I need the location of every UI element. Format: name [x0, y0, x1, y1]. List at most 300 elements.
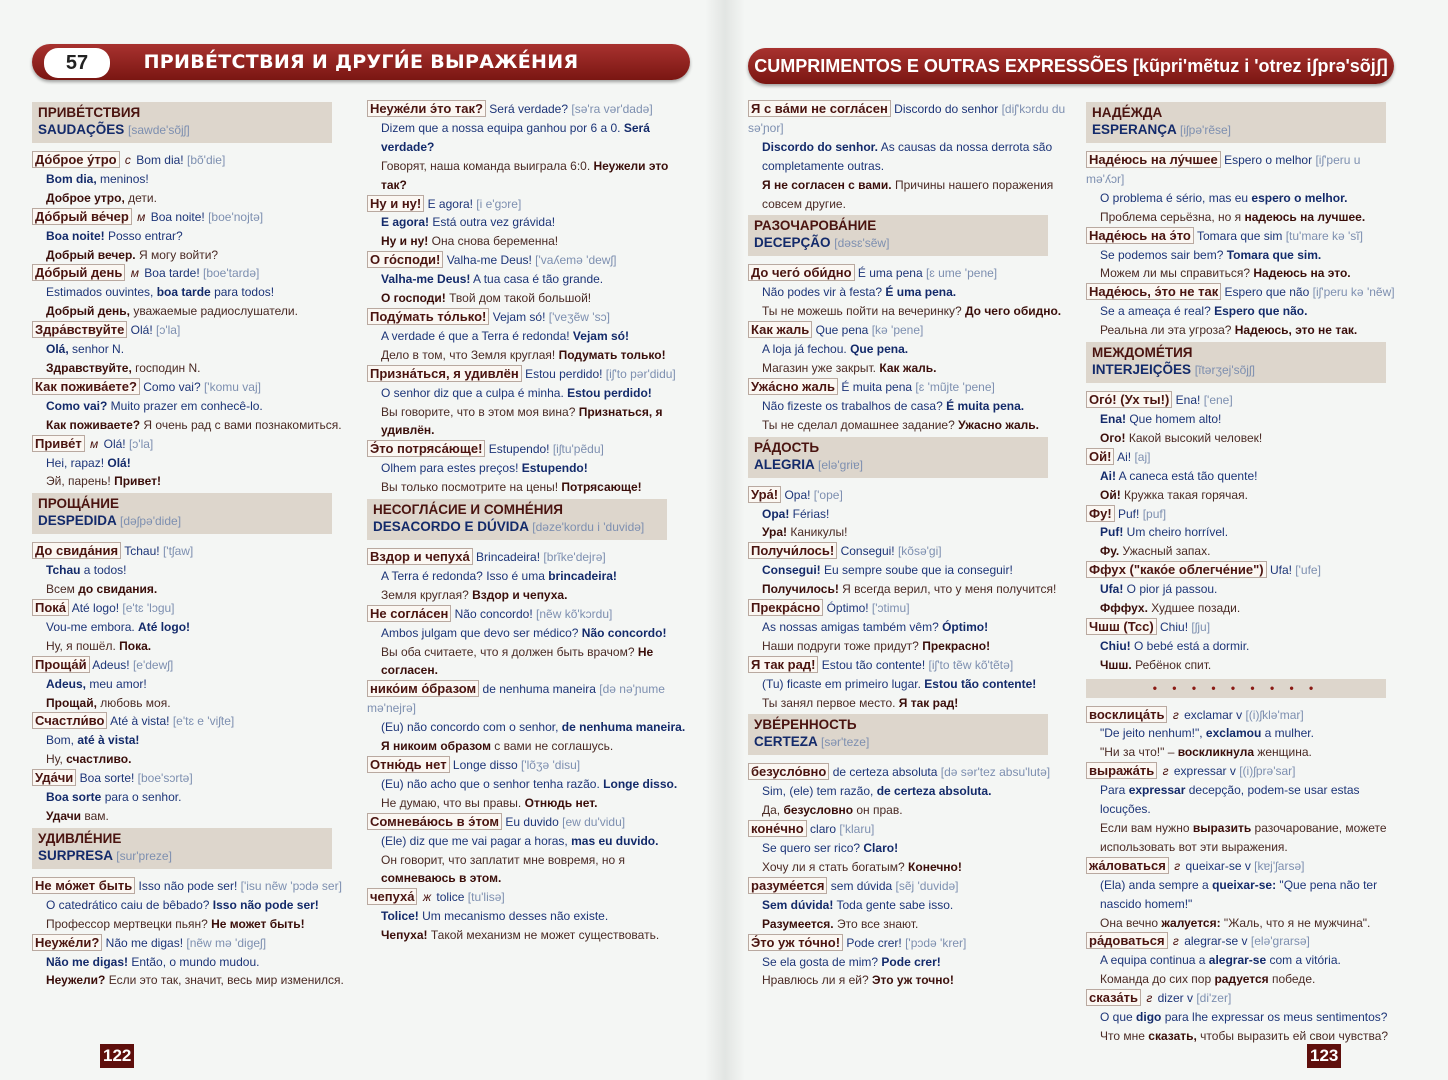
bold-phrase: Конечно! [908, 860, 962, 874]
bold-phrase: Será verdade? [381, 120, 650, 154]
example-ru: Ура! Каникулы! [762, 525, 848, 540]
bold-phrase: Ну и ну! [381, 234, 429, 249]
transcription: [puf] [1142, 506, 1167, 521]
transcription: ['tʃaw] [162, 544, 194, 559]
bold-phrase: Puf! [1100, 525, 1124, 540]
example-ru: Эй, парень! Привет! [46, 474, 162, 489]
example-ru: Ого! Какой высокий человек! [1100, 430, 1263, 445]
headword: Поду́мать то́лько! [367, 308, 489, 325]
example-ru: Нравлюсь ли я ей? Это уж точно! [762, 973, 954, 988]
dictionary-entry [1086, 618, 1402, 637]
translation: Vejam só! [492, 309, 549, 324]
bold-phrase: E agora! [381, 215, 430, 230]
translation: dizer v [1157, 991, 1197, 1006]
translation: tolice [436, 890, 468, 905]
headword: Ура́! [748, 486, 781, 503]
bold-phrase: Estupendo! [521, 461, 588, 476]
bold-phrase: Потрясающе! [561, 480, 642, 495]
transcription: [e'tɛ 'lɔgu] [122, 601, 175, 616]
headword: безусло́вно [748, 763, 829, 780]
example-pt: Vou-me embora. Até logo! [46, 619, 191, 634]
example-pt: A verdade é que a Terra é redonda! Vejam só! [381, 328, 629, 343]
transcription: [bõ'die] [186, 153, 226, 167]
example-ru: Удачи вам. [46, 809, 109, 823]
headword: Как пожива́ете? [32, 378, 140, 395]
section-header [748, 437, 1048, 478]
translation: Consegui! [840, 544, 898, 559]
grammar-label: г [1170, 858, 1181, 873]
bold-phrase: Я так рад! [898, 695, 959, 710]
bold-phrase: Não concordo! [581, 625, 667, 640]
bold-phrase: Adeus, [46, 676, 87, 691]
transcription: ['pɔdə 'krer] [905, 935, 967, 950]
example-ru: Как поживаете? Я очень рад с вами познакомиться. [46, 417, 342, 432]
headword: Э́то уж то́чно! [748, 934, 843, 951]
bold-phrase: É uma pena. [885, 285, 957, 300]
headword: Неуже́ли э́то так? [367, 100, 486, 117]
translation: Ufa! [1269, 563, 1296, 578]
dictionary-entry [1086, 283, 1402, 302]
dictionary-entry [367, 308, 695, 327]
transcription: ['vaʎemə 'dewʃ] [535, 253, 617, 268]
bold-phrase: Подумать только! [558, 347, 666, 362]
bold-phrase: de nenhuma maneira. [561, 720, 686, 735]
example-pt: Adeus, meu amor! [46, 676, 147, 691]
bold-phrase: Как жаль. [879, 360, 937, 375]
dictionary-entry [367, 548, 695, 567]
bold-phrase: Надеюсь, это не так. [1234, 323, 1358, 338]
example-ru: Чшш. Ребёнок спит. [1100, 657, 1212, 672]
example-pt: O catedrático caiu de bêbado? Isso não pode ser! [46, 897, 319, 912]
transcription: [e'dewʃ] [132, 657, 174, 672]
grammar-label: г [1143, 991, 1153, 1006]
transcription: [boe'nojtə] [208, 209, 264, 224]
transcription: [boe'tardə] [203, 266, 260, 281]
section-title-pt: DECEPÇÃO [754, 235, 835, 251]
bold-phrase: Ой! [1100, 487, 1121, 502]
example-ru: Ой! Кружка такая горячая. [1100, 487, 1248, 502]
bold-phrase: Óptimo! [942, 619, 989, 634]
grammar-label: г [1169, 934, 1179, 949]
translation: Discordo do senhor [894, 102, 1002, 116]
column-4 [1086, 100, 1402, 1046]
headword: Наде́юсь на лу́чшее [1086, 151, 1221, 168]
headword: Не согла́сен [367, 605, 451, 622]
dictionary-entry [367, 813, 695, 832]
headword: Наде́юсь на э́то [1086, 227, 1194, 244]
translation: exclamar v [1184, 707, 1246, 722]
bold-phrase: exclamou [1205, 726, 1262, 741]
headword: До́брый день [32, 264, 125, 281]
example-pt: Boa sorte para o senhor. [46, 790, 182, 805]
example-ru: Ну и ну! Она снова беременна! [381, 234, 559, 249]
translation: Longe disso [452, 758, 521, 772]
example-pt: A loja já fechou. Que pena. [762, 342, 909, 357]
example-pt: Não fizeste os trabalhos de casa? É muita pena. [762, 398, 1025, 413]
example-pt: Não me digas! Então, o mundo mudou. [46, 954, 260, 969]
translation: Puf! [1118, 506, 1143, 521]
bold-phrase: До чего обидно. [964, 304, 1062, 319]
headword: Вздор и чепуха́ [367, 548, 473, 565]
bold-phrase: сказать, [1148, 1028, 1197, 1043]
translation: queixar-se v [1185, 858, 1255, 873]
bold-phrase: Isso não pode ser! [212, 897, 319, 912]
headword: О го́споди! [367, 251, 443, 268]
example-pt: A equipa continua a alegrar-se com a vitória. [1100, 953, 1341, 968]
bold-phrase: Valha-me Deus! [381, 272, 471, 287]
headword: чепуха́ [367, 888, 417, 905]
bold-phrase: Ура! [762, 525, 788, 540]
dictionary-entry [748, 486, 1078, 505]
example-pt: O problema é sério, mas eu espero o melhor. [1100, 190, 1348, 205]
bold-phrase: Добрый день, [46, 304, 130, 319]
transcription: [də nə'ɲume mə'nejrə] [367, 682, 665, 716]
bold-phrase: Это уж точно! [871, 973, 954, 988]
example-pt: Sim, (ele) tem razão, de certeza absoluta. [762, 784, 992, 799]
bold-phrase: Как поживаете? [46, 417, 141, 432]
section-transcription: [sur'preze] [116, 848, 172, 863]
dictionary-entry [1086, 857, 1402, 876]
bold-phrase: Неужели это так? [381, 158, 669, 192]
example-ru: Наши подруги тоже придут? Прекрасно! [762, 638, 991, 653]
example-pt: Se quero ser rico? Claro! [762, 841, 899, 856]
example-ru: Реальна ли эта угроза? Надеюсь, это не так. [1100, 323, 1358, 338]
bold-phrase: queixar-se: [1212, 877, 1277, 892]
example-ru: Если вам нужно выразить разочарование, можете использовать вот эти выражения. [1100, 821, 1387, 854]
section-title-ru: НАДЕ́ЖДА [1092, 105, 1163, 120]
example-ru: Добрый вечер. Я могу войти? [46, 247, 219, 262]
section-title-ru: ПРИВЕ́ТСТВИЯ [38, 105, 141, 120]
translation: Será verdade? [489, 102, 572, 116]
example-pt: Puf! Um cheiro horrível. [1100, 525, 1229, 540]
example-ru: Не думаю, что вы правы. Отнюдь нет. [381, 795, 598, 810]
chapter-number-badge: 57 [44, 48, 110, 78]
bold-phrase: Ai! [1100, 468, 1116, 483]
dictionary-entry [1086, 989, 1402, 1008]
dictionary-entry [748, 877, 1078, 896]
example-pt: Hei, rapaz! Olá! [46, 455, 131, 470]
headword: разуме́ется [748, 877, 827, 894]
bold-phrase: Tomara que sim. [1226, 247, 1322, 262]
bold-phrase: Discordo do senhor. [762, 139, 879, 154]
dictionary-entry [1086, 227, 1402, 246]
bold-phrase: Vejam só! [572, 328, 629, 343]
translation: Olá! [103, 436, 129, 451]
grammar-label: м [133, 209, 146, 224]
example-ru: Здравствуйте, господин N. [46, 360, 201, 375]
section-header [32, 493, 332, 534]
transcription: [ʃju] [1191, 619, 1211, 634]
example-pt: Sem dúvida! Toda gente sabe isso. [762, 897, 954, 912]
bold-phrase: Не согласен. [381, 644, 654, 678]
translation: Que pena [815, 323, 872, 338]
example-pt: Não podes vir à festa? É uma pena. [762, 285, 957, 300]
headword: Сомнева́юсь в э́том [367, 813, 502, 830]
example-ru: Магазин уже закрыт. Как жаль. [762, 360, 937, 375]
example-pt: (Eu) não concordo com o senhor, de nenhuma maneira. [381, 720, 686, 735]
translation: É uma pena [857, 266, 926, 281]
section-title-ru: НЕСОГЛА́СИЕ И СОМНЕ́НИЯ [373, 502, 563, 518]
translation: Até logo! [71, 601, 123, 616]
headword: сказа́ть [1086, 989, 1141, 1006]
translation: Estou perdido! [525, 366, 606, 381]
section-title-pt: ALEGRIA [754, 456, 818, 472]
bold-phrase: Até logo! [138, 619, 191, 634]
example-ru: Да, безусловно он прав. [762, 803, 903, 818]
headword: До свида́ния [32, 542, 121, 559]
transcription: ['ope] [813, 487, 843, 502]
dictionary-entry [367, 888, 695, 907]
translation: Ena! [1175, 393, 1204, 408]
example-pt: (Ele) diz que me vai pagar a horas, mas eu duvido. [381, 833, 659, 848]
example-ru: Прощай, любовь моя. [46, 695, 171, 710]
grammar-label: м [86, 436, 99, 451]
transcription: [iʃ'to pər'didu] [605, 366, 676, 381]
example-ru: Получилось! Я всегда верил, что у меня получится! [762, 582, 1057, 597]
translation: alegrar-se v [1184, 934, 1251, 949]
bold-phrase: Чепуха! [381, 928, 428, 943]
example-pt: Olá, senhor N. [46, 342, 125, 357]
example-ru: О господи! Твой дом такой большой! [381, 291, 592, 306]
dictionary-entry [1086, 762, 1402, 781]
example-ru: Ты не сделал домашнее задание? Ужасно жаль. [762, 417, 1039, 432]
headword: Не мо́жет быть [32, 877, 135, 894]
section-header [32, 102, 332, 143]
example-pt: A Terra é redonda? Isso é uma brincadeira! [381, 568, 617, 583]
bold-phrase: mas eu duvido. [571, 833, 659, 848]
headword: нико́им о́бразом [367, 680, 479, 697]
section-title-ru: ПРОЩА́НИЕ [38, 496, 119, 512]
example-pt: (Eu) não acho que o senhor tenha razão. Longe disso. [381, 776, 678, 791]
translation: Adeus! [92, 657, 133, 672]
translation: É muita pena [841, 379, 916, 394]
example-ru: Что мне сказать, чтобы выразить ей свои чувства? [1100, 1028, 1389, 1043]
headword: Отню́дь нет [367, 756, 450, 773]
transcription: [də sər'tez absu'lutə] [940, 765, 1051, 780]
translation: Até à vista! [110, 714, 173, 729]
transcription: [iʃ'to tẽw kõ'tẽtə] [928, 657, 1014, 672]
bold-phrase: Que pena. [850, 342, 909, 357]
example-ru: Всем до свидания. [46, 582, 158, 597]
translation: Bom dia! [136, 153, 187, 167]
section-title-pt: SAUDAÇÕES [38, 122, 129, 137]
headword: Ужа́сно жаль [748, 378, 838, 395]
dictionary-entry [748, 820, 1078, 839]
transcription: [nẽw mə 'digeʃ] [186, 935, 267, 950]
bold-phrase: Olá, [46, 342, 69, 357]
grammar-label: м [127, 266, 139, 281]
dictionary-entry [32, 435, 354, 454]
headword: Я с ва́ми не согла́сен [748, 100, 891, 117]
example-pt: Valha-me Deus! A tua casa é tão grande. [381, 272, 604, 287]
dictionary-entry [1086, 706, 1402, 725]
example-ru: Доброе утро, дети. [46, 190, 157, 205]
example-pt: (Ela) anda sempre a queixar-se: "Que pena não ter nascido homem!" [1100, 877, 1378, 911]
transcription: [ɔ'la] [156, 323, 181, 338]
headword: Приве́т [32, 435, 85, 452]
example-pt: Boa noite! Posso entrar? [46, 228, 183, 243]
page-number-right: 123 [1307, 1044, 1341, 1068]
headword: Призна́ться, я удивлён [367, 365, 522, 382]
example-ru: Она вечно жалуется: "Жаль, что я не мужчина". [1100, 915, 1371, 930]
bold-phrase: Пока. [119, 638, 152, 653]
example-ru: Говорят, наша команда выиграла 6:0. Неужели это так? [381, 158, 669, 192]
headword: Наде́юсь, э́то не так [1086, 283, 1221, 300]
transcription: [ɛ ume 'pene] [925, 266, 998, 281]
example-ru: Земля круглая? Вздор и чепуха. [381, 587, 568, 602]
bold-phrase: счастливо. [66, 752, 132, 767]
bold-phrase: Ужасно жаль. [958, 417, 1039, 432]
grammar-label: ж [419, 890, 432, 905]
translation: sem dúvida [830, 878, 896, 893]
translation: Olá! [130, 323, 157, 338]
translation: Valha-me Deus! [446, 253, 536, 268]
dictionary-entry [748, 378, 1078, 397]
example-pt: (Tu) ficaste em primeiro lugar. Estou tão contente! [762, 676, 1037, 691]
dictionary-entry [748, 321, 1078, 340]
dictionary-entry [367, 251, 695, 270]
bold-phrase: alegrar-se [1208, 953, 1267, 968]
bold-phrase: жалуется: [1161, 915, 1221, 930]
example-ru: Ну, я пошёл. Пока. [46, 638, 152, 653]
section-transcription: [iʃpə'rẽse] [1180, 123, 1231, 137]
transcription: [iʃ'peru u mə'ʎɔr] [1086, 153, 1361, 186]
headword: Я так рад! [748, 656, 818, 673]
transcription: [ew du'vidu] [562, 814, 626, 829]
bold-phrase: Não me digas! [46, 954, 129, 969]
translation: Como vai? [143, 379, 204, 394]
example-pt: "De jeito nenhum!", exclamou a mulher. [1100, 726, 1314, 741]
translation: de nenhuma maneira [482, 682, 600, 697]
headword: Ффух ("како́е облегче́ние") [1086, 561, 1267, 578]
headword: выража́ть [1086, 762, 1157, 779]
dictionary-entry [367, 680, 695, 718]
translation: Isso não pode ser! [138, 878, 241, 893]
transcription: ['lõʒə 'disu] [520, 758, 581, 772]
example-ru: Вы только посмотрите на цены! Потрясающе! [381, 480, 642, 495]
bold-phrase: Consegui! [762, 563, 821, 578]
section-transcription: [dəsɛ'sẽw] [834, 236, 890, 251]
dictionary-entry [367, 605, 695, 624]
bold-phrase: Opa! [762, 506, 790, 521]
headword: Проща́й [32, 656, 90, 673]
example-pt: E agora! Está outra vez grávida! [381, 215, 556, 230]
title-ru-text: ПРИВЕ́ТСТВИЯ И ДРУГИ́Е ВЫРАЖЕ́НИЯ [143, 51, 579, 73]
translation: Chiu! [1160, 619, 1192, 634]
column-3 [748, 100, 1078, 990]
transcription: [(i)ʃklə'mar] [1245, 707, 1304, 722]
grammar-label: г [1159, 764, 1169, 779]
bold-phrase: expressar [1128, 783, 1186, 798]
example-ru: Дело в том, что Земля круглая! Подумать только! [381, 347, 666, 362]
section-title-pt: SURPRESA [38, 847, 117, 863]
bold-phrase: Чшш. [1100, 657, 1132, 672]
example-ru: Проблема серьёзна, но я надеюсь на лучшее. [1100, 209, 1366, 224]
section-title-pt: CERTEZA [754, 734, 821, 750]
example-pt: Ufa! O pior já passou. [1100, 582, 1218, 597]
dictionary-entry [367, 756, 695, 775]
transcription: [kə 'pene] [871, 323, 924, 338]
section-title-ru: РА́ДОСТЬ [754, 439, 820, 455]
transcription: [ɛ 'mũjte 'pene] [915, 379, 995, 394]
section-divider: • • • • • • • • • [1086, 679, 1386, 698]
headword: Получи́лось! [748, 542, 837, 559]
bold-phrase: Прощай, [46, 695, 97, 710]
bold-phrase: Estou perdido! [567, 385, 652, 400]
section-header [32, 828, 332, 869]
bold-phrase: Привет! [114, 474, 162, 489]
transcription: [i e'gɔre] [476, 196, 522, 211]
bold-phrase: Tolice! [381, 909, 419, 924]
bold-phrase: до свидания. [78, 582, 158, 597]
translation: Tchau! [124, 544, 163, 559]
bold-phrase: радуется [1214, 972, 1269, 987]
transcription: [boe'sɔrtə] [137, 771, 193, 786]
dictionary-entry [32, 264, 354, 283]
translation: Ai! [1117, 449, 1135, 464]
bold-phrase: Boa noite! [46, 228, 105, 243]
dictionary-entry [748, 100, 1078, 138]
bold-phrase: espero o melhor. [1251, 190, 1348, 205]
column-2 [367, 100, 695, 945]
example-ru: Ты не можешь пойти на вечеринку? До чего обидно. [762, 304, 1062, 319]
example-ru: Он говорит, что заплатит мне вовремя, но я сомневаюсь в этом. [381, 852, 626, 886]
translation: Boa noite! [150, 209, 209, 224]
chapter-title-pt [748, 48, 1394, 84]
bold-phrase: О господи! [381, 291, 446, 306]
dictionary-entry [32, 769, 354, 788]
example-ru: Можем ли мы справиться? Надеюсь на это. [1100, 266, 1351, 281]
bold-phrase: Bom dia, [46, 171, 97, 186]
page-gutter [705, 0, 745, 1080]
headword: До́брое у́тро [32, 151, 120, 168]
section-header [367, 499, 667, 540]
headword: Фу! [1086, 505, 1115, 522]
dictionary-entry [1086, 932, 1402, 951]
translation: Estupendo! [488, 442, 553, 457]
headword: ра́доваться [1086, 932, 1168, 949]
grammar-label: с [121, 153, 131, 167]
example-ru: Фу. Ужасный запах. [1100, 544, 1211, 559]
transcription: [iʃtu'pẽdu] [552, 442, 604, 457]
example-pt: Discordo do senhor. As causas da nossa derrota são completamente outras. [762, 139, 1053, 173]
translation: de certeza absoluta [832, 765, 941, 780]
bold-phrase: Здравствуйте, [46, 360, 132, 375]
section-header [748, 714, 1048, 755]
bold-phrase: Espero que não. [1214, 304, 1308, 319]
bold-phrase: boa tarde [156, 285, 211, 300]
translation: Boa sorte! [79, 771, 138, 786]
example-ru: Ты занял первое место. Я так рад! [762, 695, 959, 710]
bold-phrase: Pode crer! [881, 954, 941, 969]
dictionary-entry [1086, 561, 1402, 580]
dictionary-entry [32, 151, 354, 170]
transcription: [tu'mare kə 'sĩ] [1285, 228, 1363, 243]
translation: E agora! [427, 196, 477, 211]
dictionary-entry [748, 763, 1078, 782]
bold-phrase: Я не согласен с вами. [762, 177, 892, 192]
translation: Pode crer! [846, 935, 906, 950]
dictionary-entry [32, 208, 354, 227]
bold-phrase: Отнюдь нет. [524, 795, 598, 810]
example-ru: Фффух. Худшее позади. [1100, 601, 1241, 616]
headword: восклица́ть [1086, 706, 1167, 723]
example-pt: Bom dia, meninos! [46, 171, 149, 186]
section-title-pt: DESPEDIDA [38, 513, 121, 529]
dictionary-entry [748, 599, 1078, 618]
chapter-title-ru [32, 44, 690, 80]
dictionary-entry [32, 877, 354, 896]
